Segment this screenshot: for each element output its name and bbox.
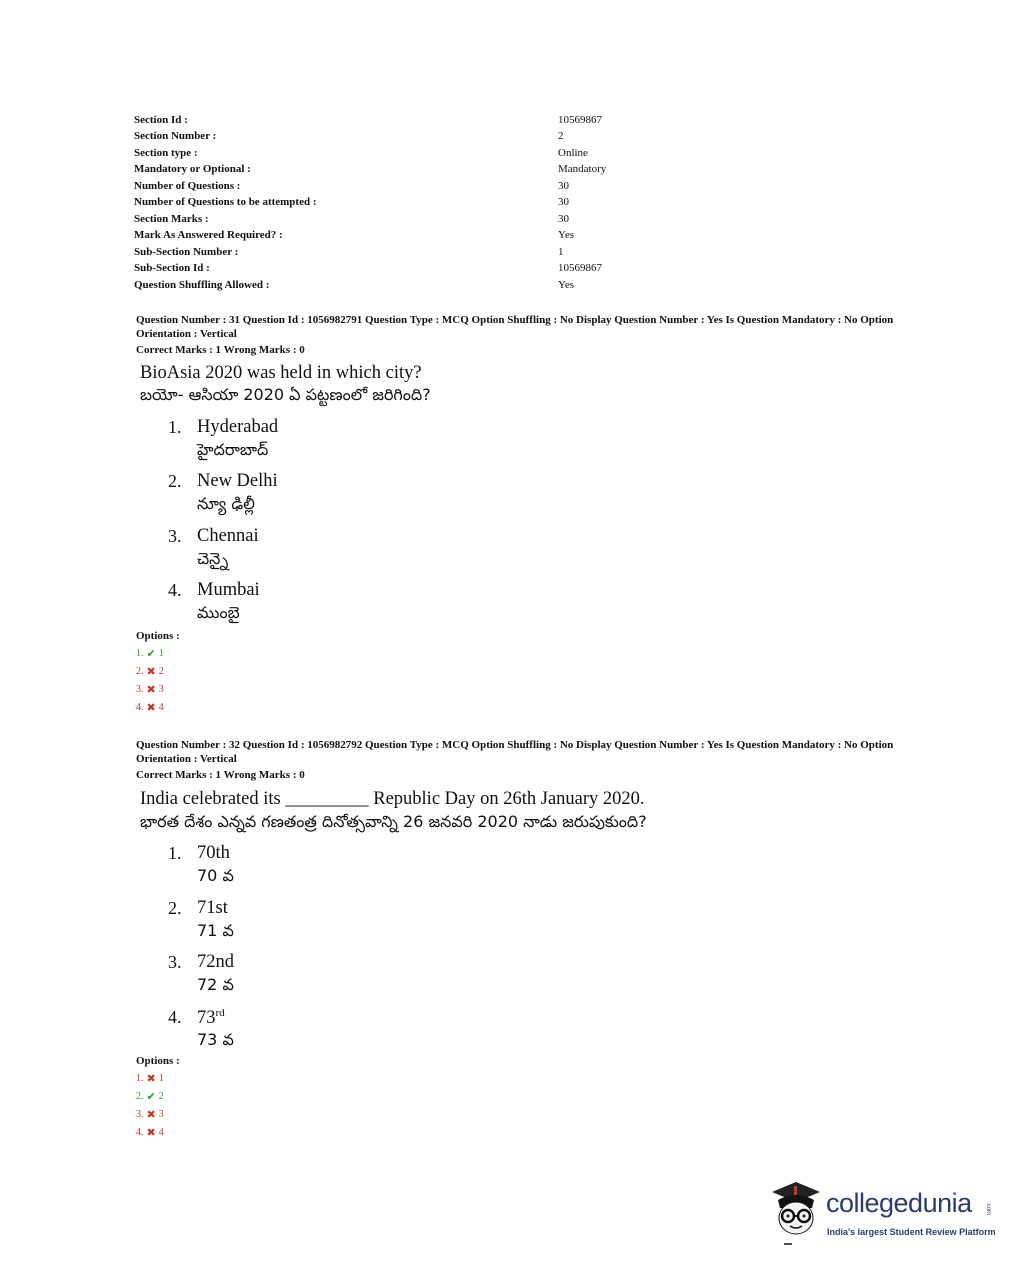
option-number: 3.: [168, 526, 182, 546]
option-text-main: 73: [197, 1008, 216, 1029]
mandatory-label: Mandatory or Optional :: [134, 163, 251, 175]
section-id-label: Section Id :: [134, 114, 188, 126]
answer-value: 1: [158, 1073, 164, 1084]
answer-row: [136, 665, 164, 678]
num-attempt-value: 30: [558, 196, 569, 208]
option-text-te: న్యూ ఢిల్లీ: [197, 494, 255, 513]
option-superscript: rd: [215, 1007, 225, 1019]
section-type-value: Online: [558, 147, 588, 159]
answer-number: 1.: [136, 1073, 144, 1084]
cross-icon: ✖: [146, 665, 156, 678]
answer-row: [136, 1108, 164, 1121]
option-text-te: 73 వ: [197, 1030, 234, 1049]
num-questions-label: Number of Questions :: [134, 180, 241, 192]
section-marks-label: Section Marks :: [134, 213, 209, 225]
answer-number: 1.: [136, 648, 144, 659]
mandatory-value: Mandatory: [558, 163, 607, 175]
answer-number: 4.: [136, 1127, 144, 1138]
option-text-te: ముంబై: [197, 603, 240, 622]
answer-number: 3.: [136, 1109, 144, 1120]
collegedunia-logo[interactable]: [766, 1178, 996, 1248]
option-number: 1.: [168, 843, 182, 863]
num-questions-value: 30: [558, 180, 569, 192]
subsection-number-label: Sub-Section Number :: [134, 246, 239, 258]
subsection-id-value: 10569867: [558, 262, 602, 274]
option-text-en: Mumbai: [197, 580, 260, 600]
answer-row: [136, 647, 164, 660]
answer-row: [136, 1072, 164, 1085]
option-number: 4.: [168, 580, 182, 600]
check-icon: ✔: [146, 1090, 156, 1103]
answer-number: 2.: [136, 1091, 144, 1102]
question-text-en: BioAsia 2020 was held in which city?: [140, 363, 422, 383]
option-number: 1.: [168, 417, 182, 437]
answer-number: 3.: [136, 684, 144, 695]
subsection-id-label: Sub-Section Id :: [134, 262, 210, 274]
shuffling-value: Yes: [558, 279, 575, 291]
option-number: 4.: [168, 1007, 182, 1027]
answer-value: 3: [158, 1109, 164, 1120]
answer-number: 4.: [136, 702, 144, 713]
answer-number: 2.: [136, 666, 144, 677]
option-text-te: 72 వ: [197, 975, 234, 994]
option-text-en: Chennai: [197, 526, 259, 546]
answer-row: [136, 1126, 164, 1139]
question-text-te: భారత దేశం ఎన్నవ గణతంత్ర దినోత్సవాన్ని 26 జనవరి 2020 నాడు జరుపుకుంది?: [140, 812, 647, 831]
cross-icon: ✖: [146, 1126, 156, 1139]
mark-answered-label: Mark As Answered Required? :: [134, 229, 283, 241]
answer-row: [136, 1090, 164, 1103]
answer-value: 2: [158, 1091, 164, 1102]
subsection-number-value: 1: [558, 246, 564, 258]
option-text-en: New Delhi: [197, 471, 278, 491]
brand-suffix: .com: [985, 1202, 991, 1216]
answer-row: [136, 701, 164, 714]
answer-value: 4: [158, 1127, 164, 1138]
check-icon: ✔: [146, 647, 156, 660]
option-text-en: 71st: [197, 898, 228, 918]
option-text-en: 70th: [197, 843, 230, 863]
question-text-en: India celebrated its _________ Republic Day on 26th January 2020.: [140, 789, 645, 809]
cross-icon: ✖: [146, 1108, 156, 1121]
option-text-en: Hyderabad: [197, 417, 279, 437]
question-marks: Correct Marks : 1 Wrong Marks : 0: [136, 769, 305, 781]
cross-icon: ✖: [146, 1072, 156, 1085]
answer-value: 3: [158, 684, 164, 695]
option-text-te: చెన్నై: [197, 549, 229, 568]
option-text-en: [197, 1007, 225, 1029]
section-number-value: 2: [558, 130, 564, 142]
section-number-label: Section Number :: [134, 130, 217, 142]
answer-value: 4: [158, 702, 164, 713]
answer-value: 2: [158, 666, 164, 677]
question-header: Question Number : 32 Question Id : 1056982792 Question Type : MCQ Option Shuffling : No Display Question Number : Yes Is Question Mandatory : No Option Orientation : Vertical: [136, 739, 894, 765]
cross-icon: ✖: [146, 701, 156, 714]
mark-answered-value: Yes: [558, 229, 575, 241]
question-marks: Correct Marks : 1 Wrong Marks : 0: [136, 344, 305, 356]
num-attempt-label: Number of Questions to be attempted :: [134, 196, 317, 208]
option-text-te: 70 వ: [197, 866, 234, 885]
option-number: 3.: [168, 952, 182, 972]
answer-value: 1: [158, 648, 164, 659]
option-number: 2.: [168, 898, 182, 918]
section-type-label: Section type :: [134, 147, 198, 159]
option-text-te: హైదరాబాద్: [197, 440, 269, 459]
option-text-en: 72nd: [197, 952, 234, 972]
question-header: Question Number : 31 Question Id : 1056982791 Question Type : MCQ Option Shuffling : No Display Question Number : Yes Is Question Mandatory : No Option Orientation : Vertical: [136, 314, 894, 340]
section-marks-value: 30: [558, 213, 569, 225]
options-label: Options :: [136, 1055, 180, 1067]
brand-tagline: India's largest Student Review Platform: [827, 1227, 996, 1237]
cross-icon: ✖: [146, 683, 156, 696]
option-text-te: 71 వ: [197, 921, 234, 940]
option-number: 2.: [168, 471, 182, 491]
mascot-icon: [766, 1178, 826, 1248]
options-label: Options :: [136, 630, 180, 642]
question-text-te: బయో- ఆసియా 2020 ఏ పట్టణంలో జరిగింది?: [140, 385, 431, 404]
section-id-value: 10569867: [558, 114, 602, 126]
shuffling-label: Question Shuffling Allowed :: [134, 279, 270, 291]
answer-row: [136, 683, 164, 696]
brand-name: collegedunia: [826, 1188, 972, 1218]
